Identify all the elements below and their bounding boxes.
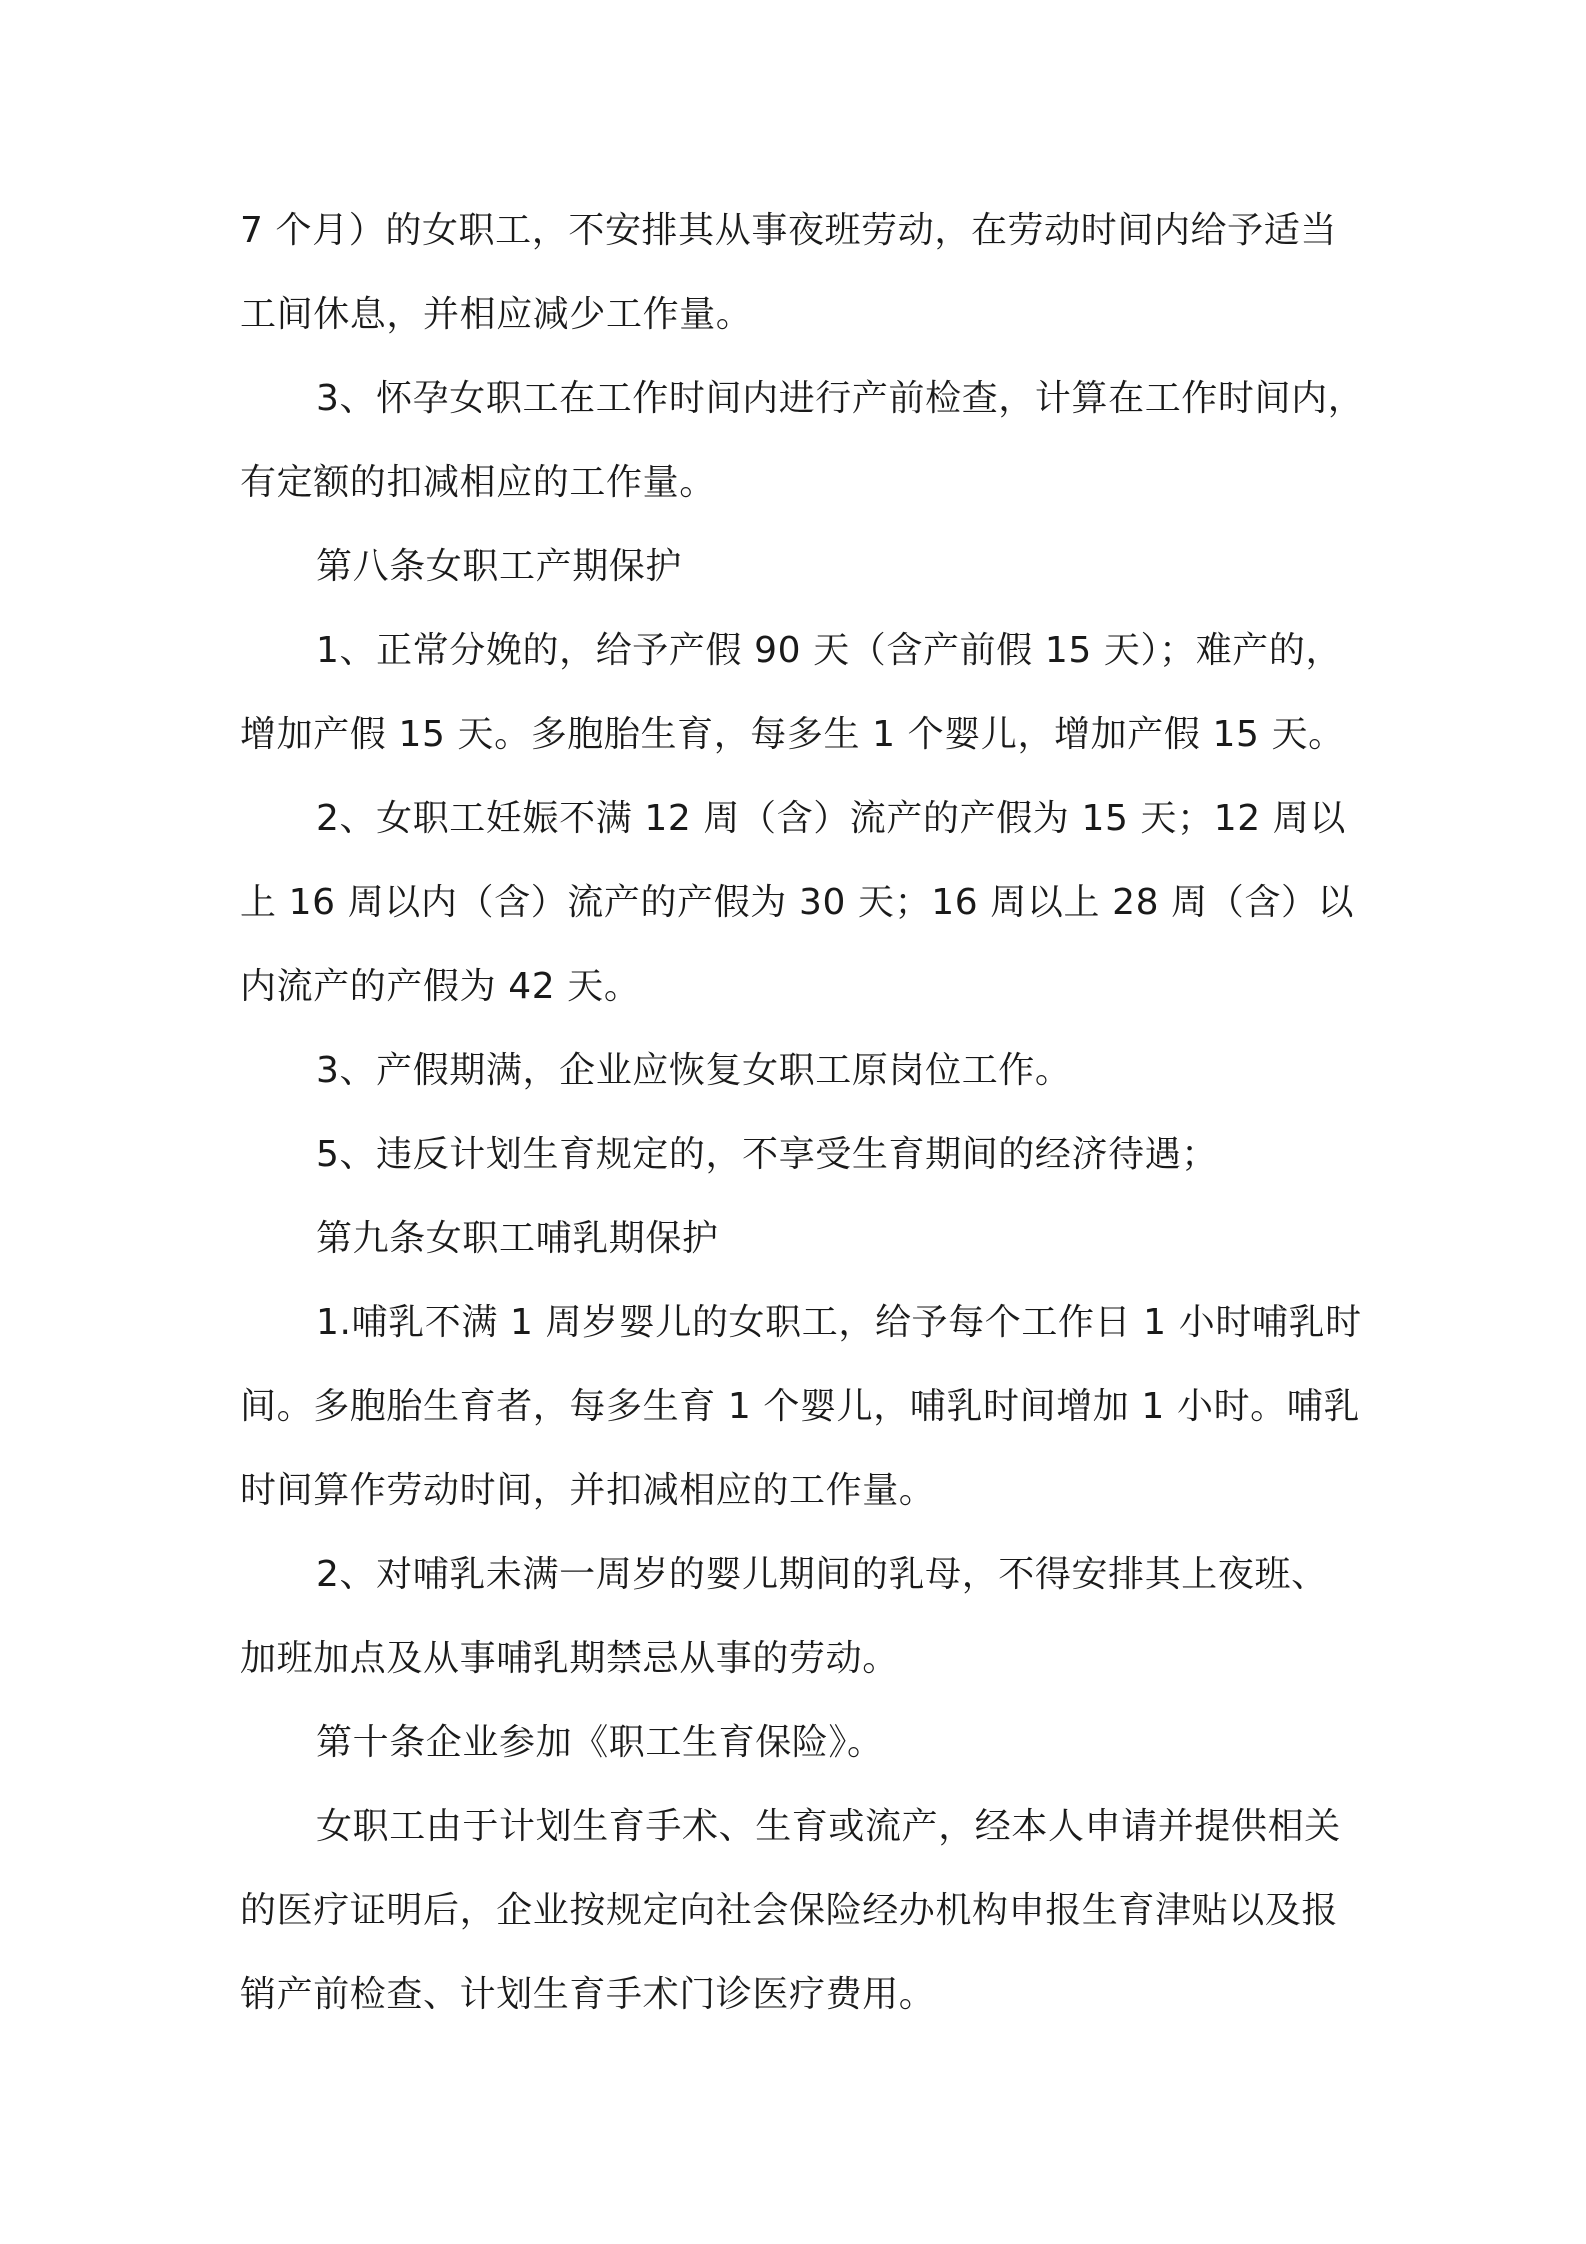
- document-body: [240, 196, 1365, 2044]
- text-line: 工间休息，并相应减少工作量。: [240, 294, 753, 335]
- section-heading: 第九条女职工哺乳期保护: [316, 1218, 719, 1259]
- text-line: 女职工由于计划生育手术、生育或流产，经本人申请并提供相关: [316, 1806, 1341, 1847]
- text-line: 增加产假 15 天。多胞胎生育，每多生 1 个婴儿，增加产假 15 天。: [240, 714, 1345, 755]
- text-line: 2、女职工妊娠不满 12 周（含）流产的产假为 15 天；12 周以: [316, 798, 1346, 839]
- text-line: 1.哺乳不满 1 周岁婴儿的女职工，给予每个工作日 1 小时哺乳时: [316, 1302, 1362, 1343]
- text-line: 时间算作劳动时间，并扣减相应的工作量。: [240, 1470, 936, 1511]
- section-heading: 第十条企业参加《职工生育保险》。: [316, 1722, 884, 1763]
- text-line: 1、正常分娩的，给予产假 90 天（含产前假 15 天）；难产的，: [316, 630, 1343, 671]
- text-line: 5、违反计划生育规定的，不享受生育期间的经济待遇；: [316, 1134, 1218, 1175]
- text-line: 7 个月）的女职工，不安排其从事夜班劳动，在劳动时间内给予适当: [240, 210, 1337, 251]
- text-line: 的医疗证明后，企业按规定向社会保险经办机构申报生育津贴以及报: [240, 1890, 1339, 1931]
- text-line: 2、对哺乳未满一周岁的婴儿期间的乳母，不得安排其上夜班、: [316, 1554, 1328, 1595]
- text-line: 3、产假期满，企业应恢复女职工原岗位工作。: [316, 1050, 1072, 1091]
- text-line: 上 16 周以内（含）流产的产假为 30 天；16 周以上 28 周（含）以: [240, 882, 1355, 923]
- text-line: 间。多胞胎生育者，每多生育 1 个婴儿，哺乳时间增加 1 小时。哺乳: [240, 1386, 1360, 1427]
- text-line: 加班加点及从事哺乳期禁忌从事的劳动。: [240, 1638, 899, 1679]
- text-line: 有定额的扣减相应的工作量。: [240, 462, 716, 503]
- section-heading: 第八条女职工产期保护: [316, 546, 683, 587]
- text-line: 3、怀孕女职工在工作时间内进行产前检查，计算在工作时间内，: [316, 378, 1365, 419]
- text-line: 销产前检查、计划生育手术门诊医疗费用。: [240, 1974, 936, 2015]
- text-line: 内流产的产假为 42 天。: [240, 966, 641, 1007]
